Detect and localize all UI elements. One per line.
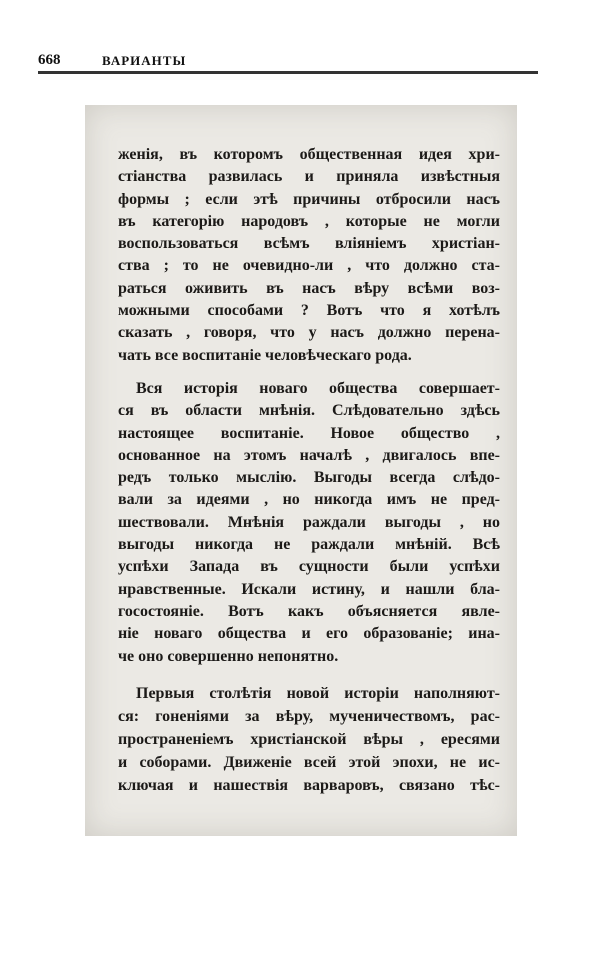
paragraph-3 <box>118 682 500 797</box>
text-line: стіанства развилась и приняла извѣстныя <box>118 168 500 186</box>
text-line: ніе новаго общества и его образованіе; ина- <box>118 625 500 643</box>
text-line: редъ только мыслію. Выгоды всегда слѣдо- <box>118 469 500 487</box>
text-line: госостояніе. Вотъ какъ объясняется явле- <box>118 602 500 620</box>
text-line: чать все воспитаніе человѣческаго рода. <box>118 346 412 364</box>
text-line: Первыя столѣтія новой исторіи наполняют- <box>136 685 500 702</box>
text-line: основанное на этомъ началѣ , двигалось впе- <box>118 446 500 464</box>
text-line: ся въ области мнѣнія. Слѣдовательно здѣсь <box>118 402 500 420</box>
text-line: че оно совершенно непонятно. <box>118 647 339 665</box>
header-rule <box>38 71 538 74</box>
text-line: сказать , говоря, что у насъ должно перена- <box>118 324 500 342</box>
text-line: пространеніемъ христіанской вѣры , ересями <box>118 731 500 748</box>
text-line: ключая и нашествія варваровъ, связано тѣс- <box>118 777 500 794</box>
text-line: въ категорію народовъ , которые не могли <box>118 212 500 230</box>
facsimile-scan <box>85 105 517 836</box>
section-title: ВАРИАНТЫ <box>102 53 187 68</box>
running-header <box>38 52 538 74</box>
text-line: выгоды никогда не раждали мнѣній. Всѣ <box>118 536 500 554</box>
paragraph-1 <box>118 144 500 367</box>
text-line: успѣхи Запада въ сущности были успѣхи <box>118 558 500 576</box>
text-line: раться оживить въ насъ вѣру всѣми воз- <box>118 279 500 297</box>
text-line: и соборами. Движеніе всей этой эпохи, не ис- <box>118 754 500 771</box>
text-line: шествовали. Мнѣнія раждали выгоды , но <box>118 513 500 531</box>
text-line: можными способами ? Вотъ что я хотѣлъ <box>118 302 500 320</box>
text-line: воспользоваться всѣмъ вліяніемъ христіан- <box>118 235 500 253</box>
text-line: ства ; то не очевидно-ли , что должно ста- <box>118 257 500 275</box>
paragraph-2 <box>118 378 500 668</box>
text-line: ся: гоненіями за вѣру, мученичествомъ, рас- <box>118 708 500 725</box>
page-number: 668 <box>38 52 61 68</box>
text-line: вали за идеями , но никогда имъ не пред- <box>118 491 500 509</box>
text-line: формы ; если этѣ причины отбросили насъ <box>118 190 500 208</box>
text-line: нравственные. Искали истину, и нашли бла- <box>118 580 500 598</box>
text-line: настоящее воспитаніе. Новое общество , <box>118 424 500 442</box>
text-line: женія, въ которомъ общественная идея хри- <box>118 146 500 163</box>
text-line: Вся исторія новаго общества совершает- <box>136 380 500 397</box>
